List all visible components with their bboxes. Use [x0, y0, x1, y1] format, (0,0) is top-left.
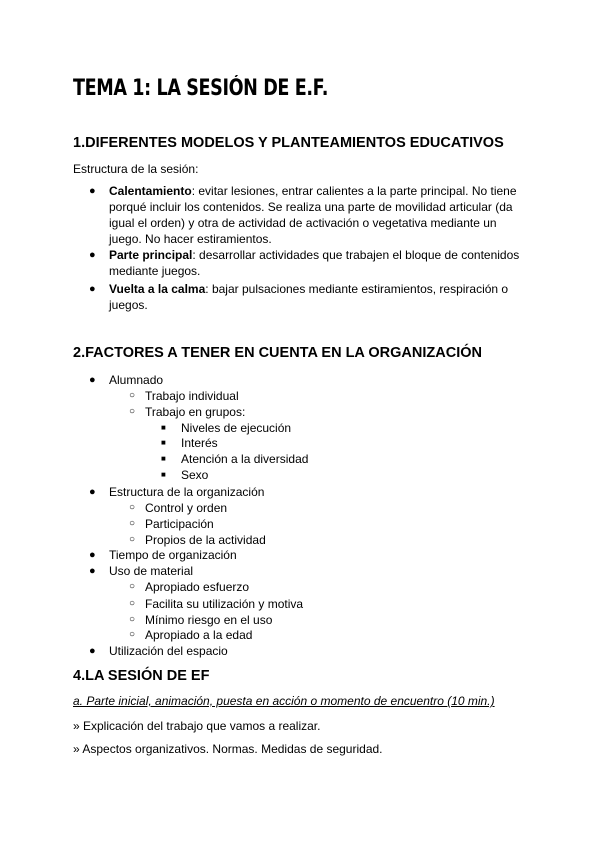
term: Vuelta a la calma	[109, 282, 206, 296]
term: Parte principal	[109, 248, 193, 262]
list-item-text: mediante juegos.	[109, 264, 201, 278]
bullet-icon: ●	[89, 565, 96, 577]
list-item: Facilita su utilización y motiva	[145, 597, 304, 611]
circle-bullet-icon: ○	[129, 406, 136, 417]
list-item: Atención a la diversidad	[181, 452, 309, 466]
list-item: Participación	[145, 517, 214, 531]
list-item-text: juegos.	[109, 298, 148, 312]
list-item-vuelta-calma: Vuelta a la calma: bajar pulsaciones mediante estiramientos, respiración o	[109, 282, 509, 296]
list-item-alumnado: Alumnado	[109, 373, 164, 387]
list-item-text: igual el orden) y otra de actividad de activación o vegetativa mediante un	[109, 216, 497, 230]
list-item-parte-principal: Parte principal: desarrollar actividades que trabajen el bloque de contenidos	[109, 248, 520, 262]
circle-bullet-icon: ○	[129, 629, 136, 640]
bullet-icon: ●	[89, 283, 96, 295]
section1-heading: 1.DIFERENTES MODELOS Y PLANTEAMIENTOS EDUCATIVOS	[73, 135, 504, 151]
list-item-text: porqué incluir los contenidos. Se realiza una parte de movilidad articular (da	[109, 200, 513, 214]
bullet-icon: ●	[89, 185, 96, 197]
section2-heading: 2.FACTORES A TENER EN CUENTA EN LA ORGANIZACIÓN	[73, 345, 482, 361]
term: Calentamiento	[109, 184, 192, 198]
circle-bullet-icon: ○	[129, 581, 136, 592]
list-item: Niveles de ejecución	[181, 421, 292, 435]
circle-bullet-icon: ○	[129, 502, 136, 513]
list-item-material: Uso de material	[109, 564, 194, 578]
square-bullet-icon: ■	[161, 423, 166, 432]
section4-point: » Aspectos organizativos. Normas. Medidas de seguridad.	[73, 742, 383, 756]
list-item: Interés	[181, 436, 218, 450]
bullet-icon: ●	[89, 486, 96, 498]
bullet-icon: ●	[89, 374, 96, 386]
document-title: TEMA 1: LA SESIÓN DE E.F.	[73, 76, 328, 101]
list-item-estructura: Estructura de la organización	[109, 485, 265, 499]
list-item: Mínimo riesgo en el uso	[145, 613, 273, 627]
circle-bullet-icon: ○	[129, 614, 136, 625]
list-item: Trabajo en grupos:	[145, 405, 246, 419]
section4-heading: 4.LA SESIÓN DE EF	[73, 668, 210, 684]
circle-bullet-icon: ○	[129, 518, 136, 529]
list-item-text: juego. No hacer estiramientos.	[109, 232, 272, 246]
list-item-espacio: Utilización del espacio	[109, 644, 228, 658]
list-item: Apropiado esfuerzo	[145, 580, 250, 594]
list-item: Apropiado a la edad	[145, 628, 253, 642]
section1-intro: Estructura de la sesión:	[73, 162, 199, 176]
bullet-icon: ●	[89, 549, 96, 561]
section4-point: » Explicación del trabajo que vamos a realizar.	[73, 719, 321, 733]
square-bullet-icon: ■	[161, 438, 166, 447]
bullet-icon: ●	[89, 645, 96, 657]
circle-bullet-icon: ○	[129, 534, 136, 545]
circle-bullet-icon: ○	[129, 598, 136, 609]
square-bullet-icon: ■	[161, 454, 166, 463]
list-item: Control y orden	[145, 501, 228, 515]
bullet-icon: ●	[89, 249, 96, 261]
square-bullet-icon: ■	[161, 470, 166, 479]
list-item: Trabajo individual	[145, 389, 239, 403]
list-item-calentamiento: Calentamiento: evitar lesiones, entrar calientes a la parte principal. No tiene	[109, 184, 517, 198]
list-item-tiempo: Tiempo de organización	[109, 548, 237, 562]
section4-subheading: a. Parte inicial, animación, puesta en acción o momento de encuentro (10 min.)	[73, 694, 495, 708]
list-item: Propios de la actividad	[145, 533, 266, 547]
list-item: Sexo	[181, 468, 209, 482]
circle-bullet-icon: ○	[129, 390, 136, 401]
